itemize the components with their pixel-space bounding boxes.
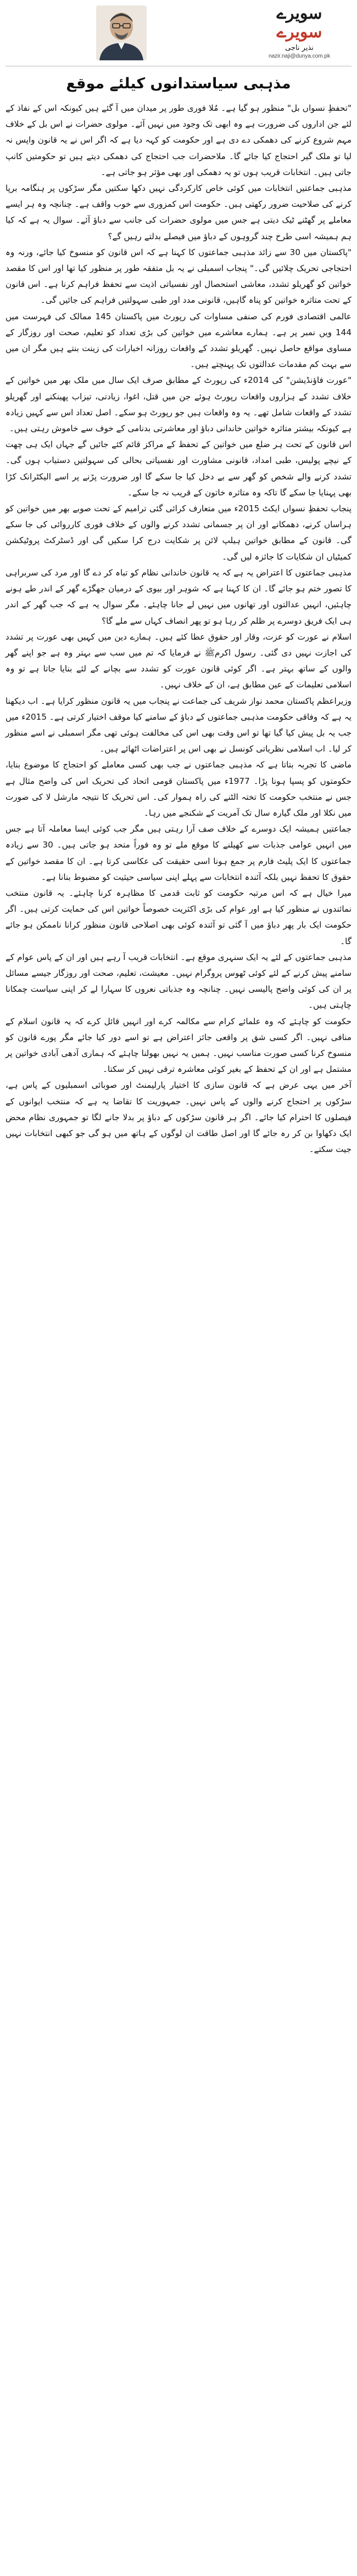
author-email: nazir.naji@dunya.com.pk — [269, 53, 330, 59]
article-body — [5, 100, 352, 1157]
column-masthead — [5, 0, 352, 66]
article-paragraph: میرا خیال ہے کہ اس مرتبہ حکومت کو ثابت قدمی کا مظاہرہ کرنا چاہئے۔ یہ قانون منتخب نمائندوں نے منظور کیا ہے اور عوام کی بڑی اکثریت خصوصاً خواتین اس کی حمایت کرتی ہیں۔ اگر حکومت ایک بار پھر دباؤ میں آ گئی تو آئندہ کوئی بھی اصلاحی قانون منظور کرانا ناممکن ہو جائے گا۔ — [5, 888, 352, 946]
author-portrait-icon — [96, 5, 147, 60]
article-paragraph: "عورت فاؤنڈیشن" کی 2014ء کی رپورٹ کے مطابق صرف ایک سال میں ملک بھر میں خواتین کے خلاف تشدد کے ہزاروں واقعات رپورٹ ہوئے جن میں قتل، اغوا، زیادتی، تیزاب پھینکنے اور گھریلو تشدد کے واقعات شامل تھے۔ یہ وہ واقعات ہیں جو رپورٹ ہو سکے۔ اصل تعداد اس سے کہیں زیادہ ہے کیونکہ بیشتر متاثرہ خواتین خاندانی دباؤ اور معاشرتی بدنامی کے خوف سے خاموش رہتی ہیں۔ — [5, 375, 352, 434]
article-paragraph: "تحفظِ نسواں بل" منظور ہو گیا ہے۔ مُلا فوری طور پر میدان میں آ گئے ہیں کیونکہ اس کے نفاذ کے لئے جن اداروں کی ضرورت ہے وہ ابھی تک وجود میں نہیں آئے۔ مولوی حضرات نے اس بل کے خلاف مہم شروع کرنے کی دھمکی دے دی ہے اور حکومت کو کہہ دیا ہے کہ اگر اس نے یہ قانون واپس نہ لیا تو ملک گیر احتجاج کیا جائے گا۔ ملاحضرات جب احتجاج کی دھمکی دیتے ہیں تو حکومتیں کانپ جاتی ہیں۔ انتخابات قریب ہوں تو یہ دھمکی اور بھی مؤثر ہو جاتی ہے۔ — [5, 103, 352, 177]
article-paragraph: عالمی اقتصادی فورم کی صنفی مساوات کی رپورٹ میں پاکستان 145 ممالک کی فہرست میں 144 ویں نمبر پر ہے۔ ہمارے معاشرے میں خواتین کی بڑی تعداد کو تعلیم، صحت اور روزگار کے مساوی مواقع حاصل نہیں۔ گھریلو تشدد کے واقعات روزانہ اخبارات کی زینت بنتے ہیں مگر ان میں سے بہت کم مقدمات عدالتوں تک پہنچتے ہیں۔ — [5, 311, 352, 370]
article-paragraph: اسلام نے عورت کو عزت، وقار اور حقوق عطا کئے ہیں۔ ہمارے دین میں کہیں بھی عورت پر تشدد کی اجازت نہیں دی گئی۔ رسول اکرمﷺ نے فرمایا کہ تم میں سب سے بہتر وہ ہے جو اپنے گھر والوں کے ساتھ بہتر ہے۔ اگر کوئی قانون عورت کو تشدد سے بچانے کے لئے بنایا جاتا ہے تو وہ اسلامی تعلیمات کے عین مطابق ہے، ان کے خلاف نہیں۔ — [5, 631, 352, 690]
article-paragraph: آخر میں یہی عرض ہے کہ قانون سازی کا اختیار پارلیمنٹ اور صوبائی اسمبلیوں کے پاس ہے، سڑکوں پر احتجاج کرنے والوں کے پاس نہیں۔ جمہوریت کا تقاضا یہ ہے کہ منتخب ایوانوں کے فیصلوں کا احترام کیا جائے۔ اگر ہر قانون سڑکوں کے دباؤ پر بدلا جانے لگا تو جمہوری نظام محض ایک دکھاوا بن کر رہ جائے گا اور اصل طاقت ان لوگوں کے ہاتھ میں ہو گی جو کبھی انتخابات نہیں جیت سکتے۔ — [5, 1080, 352, 1155]
article-headline: مذہبی سیاستدانوں کیلئے موقع — [66, 75, 291, 92]
article-paragraph: جماعتیں ہمیشہ ایک دوسرے کے خلاف صف آرا رہتی ہیں مگر جب کوئی ایسا معاملہ آتا ہے جس میں انہیں عوامی جذبات سے کھیلنے کا موقع ملے تو وہ فوراً متحد ہو جاتی ہیں۔ 30 سے زیادہ جماعتوں کا ایک پلیٹ فارم پر جمع ہونا اسی حقیقت کی عکاسی کرتا ہے۔ ان کا مقصد خواتین کے حقوق کا تحفظ نہیں بلکہ آئندہ انتخابات سے پہلے اپنی سیاسی حیثیت کو مضبوط بنانا ہے۔ — [5, 824, 352, 882]
article-paragraph: وزیراعظم پاکستان محمد نواز شریف کی جماعت نے پنجاب میں یہ قانون منظور کرایا ہے۔ اب دیکھنا یہ ہے کہ وفاقی حکومت مذہبی جماعتوں کے دباؤ کے سامنے کیا موقف اختیار کرتی ہے۔ 2015ء میں جب یہ بل پیش کیا گیا تھا تو اس وقت بھی اس کی مخالفت ہوئی تھی مگر اسمبلی نے اسے منظور کر لیا۔ اب اسلامی نظریاتی کونسل نے بھی اس پر اعتراضات اٹھائے ہیں۔ — [5, 696, 352, 754]
article-paragraph: مذہبی جماعتوں کے لئے یہ ایک سنہری موقع ہے۔ انتخابات قریب آ رہے ہیں اور ان کے پاس عوام کے سامنے پیش کرنے کے لئے کوئی ٹھوس پروگرام نہیں۔ معیشت، تعلیم، صحت اور روزگار جیسے مسائل پر ان کی کوئی واضح پالیسی نہیں۔ چنانچہ وہ جذباتی نعروں کا سہارا لے کر اپنی سیاست چمکانا چاہتی ہیں۔ — [5, 952, 352, 1010]
article-paragraph: پنجاب تحفظِ نسواں ایکٹ 2015ء میں متعارف کرائی گئی ترامیم کے تحت صوبے بھر میں خواتین کو ہراساں کرنے، دھمکانے اور ان پر جسمانی تشدد کرنے والوں کے خلاف فوری کارروائی کی جا سکے گی۔ قانون کے مطابق خواتین ہیلپ لائن پر شکایت درج کرا سکیں گی اور ڈسٹرکٹ پروٹیکشن کمیٹیاں ان شکایات کا جائزہ لیں گی۔ — [5, 504, 352, 562]
column-logo — [258, 4, 341, 42]
article-paragraph: مذہبی جماعتیں انتخابات میں کوئی خاص کارکردگی نہیں دکھا سکتیں مگر سڑکوں پر ہنگامہ برپا کرنے کی صلاحیت ضرور رکھتی ہیں۔ حکومت اس کمزوری سے خوب واقف ہے۔ چنانچہ وہ ہر ایسے معاملے پر گھٹنے ٹیک دیتی ہے جس میں مولوی حضرات کی جانب سے دباؤ آئے۔ سوال یہ ہے کہ کیا ہم ہمیشہ اسی طرح چند گروہوں کے دباؤ میں فیصلے بدلتے رہیں گے؟ — [5, 183, 352, 241]
article-paragraph: اس قانون کے تحت ہر ضلع میں خواتین کے تحفظ کے مراکز قائم کئے جائیں گے جہاں ایک ہی چھت کے نیچے پولیس، طبی امداد، قانونی مشاورت اور نفسیاتی بحالی کی سہولتیں دستیاب ہوں گی۔ تشدد کرنے والے شخص کو گھر سے بے دخل کیا جا سکے گا اور ضرورت پڑنے پر اسے الیکٹرانک کڑا بھی پہنایا جا سکے گا تاکہ وہ متاثرہ خاتون کے قریب نہ جا سکے۔ — [5, 439, 352, 498]
article-paragraph: حکومت کو چاہئے کہ وہ علمائے کرام سے مکالمہ کرے اور انہیں قائل کرے کہ یہ قانون اسلام کے منافی نہیں۔ اگر کسی شق پر واقعی جائز اعتراض ہے تو اسے دور کیا جائے مگر پورے قانون کو منسوخ کرنا کسی صورت مناسب نہیں۔ ہمیں یہ نہیں بھولنا چاہئے کہ ہماری آدھی آبادی خواتین پر مشتمل ہے اور ان کے تحفظ کے بغیر کوئی معاشرہ ترقی نہیں کر سکتا۔ — [5, 1016, 352, 1075]
author-photo — [96, 5, 147, 60]
article-paragraph: ماضی کا تجربہ بتاتا ہے کہ مذہبی جماعتوں نے جب بھی کسی معاملے کو احتجاج کا موضوع بنایا، حکومتوں کو پسپا ہونا پڑا۔ 1977ء میں پاکستان قومی اتحاد کی تحریک اس کی واضح مثال ہے جس نے منتخب حکومت کا تختہ الٹنے کی راہ ہموار کی۔ اس تحریک کا نتیجہ مارشل لا کی صورت میں نکلا اور ملک گیارہ سال تک آمریت کے شکنجے میں رہا۔ — [5, 760, 352, 818]
author-name: نذیر ناجی — [285, 44, 314, 52]
column-logo-text: سویرے — [276, 4, 322, 23]
article-paragraph: مذہبی جماعتوں کا اعتراض یہ ہے کہ یہ قانون خاندانی نظام کو تباہ کر دے گا اور مرد کی سربراہی کا تصور ختم ہو جائے گا۔ ان کا کہنا ہے کہ شوہر اور بیوی کے درمیان جھگڑے گھر کے اندر طے ہونے چاہئیں، انہیں عدالتوں اور تھانوں میں نہیں لے جانا چاہئے۔ مگر سوال یہ ہے کہ جب گھر کے اندر ہی ایک فریق دوسرے پر ظلم کر رہا ہو تو پھر انصاف کہاں سے ملے گا؟ — [5, 567, 352, 626]
column-byline — [258, 4, 341, 59]
column-logo-accent: سویرے — [276, 22, 322, 42]
article-paragraph: "پاکستان میں 30 سے زائد مذہبی جماعتوں کا کہنا ہے کہ اس قانون کو منسوخ کیا جائے، ورنہ وہ احتجاجی تحریک چلائیں گی۔" پنجاب اسمبلی نے یہ بل متفقہ طور پر منظور کیا تھا اور اس کا مقصد خواتین کو گھریلو تشدد، معاشی استحصال اور نفسیاتی اذیت سے تحفظ فراہم کرنا ہے۔ اس قانون کے تحت متاثرہ خواتین کو پناہ گاہیں، قانونی مدد اور طبی سہولتیں فراہم کی جائیں گی۔ — [5, 247, 352, 306]
